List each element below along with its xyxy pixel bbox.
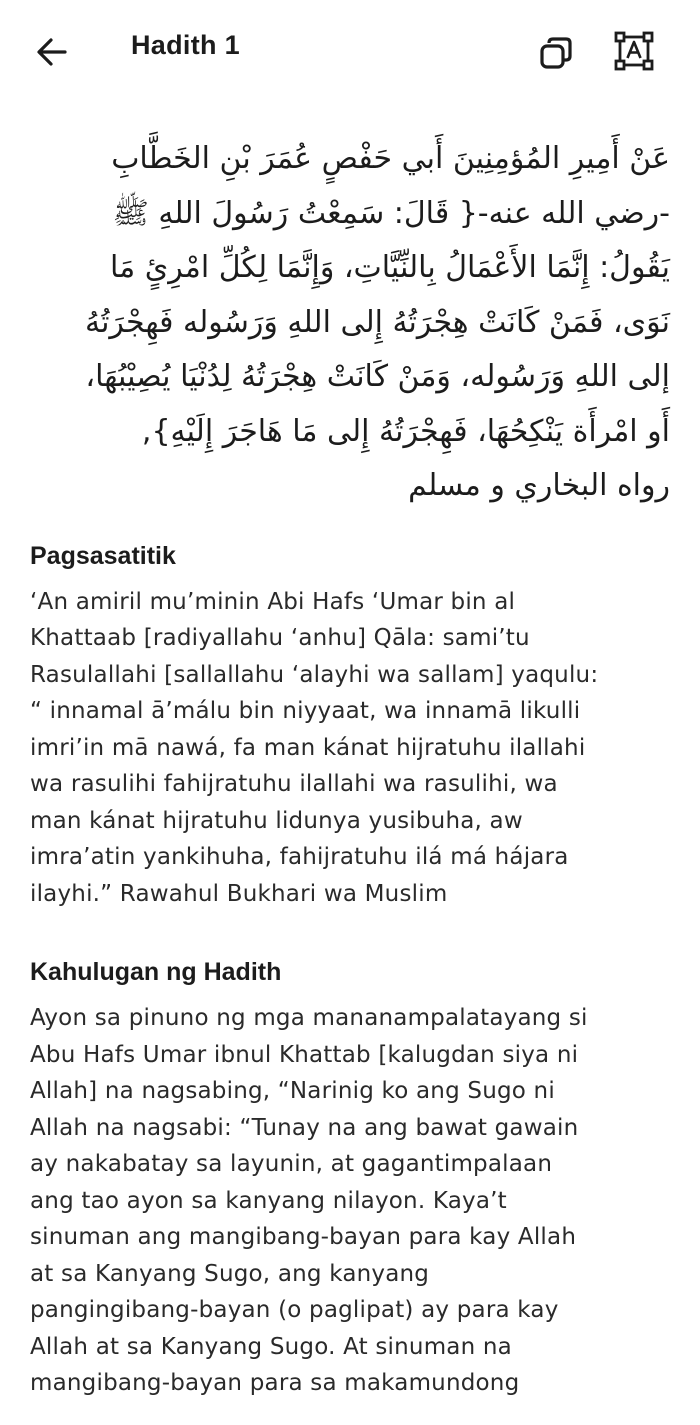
- arabic-line: يَقُولُ: إِنَّمَا الأَعْمَالُ بِالنِّيَّاتِ، وَإِنَّمَا لِكُلِّ امْرِئٍ مَا: [109, 250, 670, 285]
- meaning-section: [30, 958, 670, 1402]
- text-line: pangingibang-bayan (o paglipat) ay para kay: [30, 1297, 559, 1323]
- arabic-line: أَو امْرأَة يَنْكِحُهَا، فَهِجْرَتُهُ إِلى مَا هَاجَرَ إِلَيْهِ},: [141, 413, 670, 449]
- text-line: wa rasulihi fahijratuhu ilallahi wa rasulihi, wa: [30, 771, 558, 797]
- copy-icon: [536, 33, 576, 73]
- text-line: ang tao ayon sa kanyang nilayon. Kaya’t: [30, 1187, 507, 1214]
- font-size-icon: [612, 29, 656, 73]
- app-bar: [0, 0, 700, 100]
- text-line: ilayhi.” Rawahul Bukhari wa Muslim: [30, 880, 448, 907]
- text-line: man kánat hijratuhu lidunya yusibuha, aw: [30, 807, 523, 834]
- transliteration-section: [30, 542, 670, 913]
- text-line: ay nakabatay sa layunin, at gagantimpalaan: [30, 1151, 553, 1177]
- text-line: imri’in mā nawá, fa man kánat hijratuhu ilallahi: [30, 734, 586, 761]
- text-line: Allah na nagsabi: “Tunay na ang bawat gawain: [30, 1114, 579, 1141]
- text-line: Allah at sa Kanyang Sugo. At sinuman na: [30, 1333, 512, 1360]
- arabic-line: إلى اللهِ وَرَسُوله، وَمَنْ كَانَتْ هِجْرَتُهُ لِدُنْيَا يُصِيْبُهَا،: [85, 359, 670, 394]
- section-title: Pagsasatitik: [30, 541, 176, 570]
- meaning-text: [30, 1000, 670, 1402]
- text-line: mangibang-bayan para sa makamundong: [30, 1370, 520, 1396]
- text-line: imra’atin yankihuha, fahijratuhu ilá má hájara: [30, 844, 569, 870]
- arabic-line: نَوَى، فَمَنْ كَانَتْ هِجْرَتُهُ إِلى اللهِ وَرَسُوله فَهِجْرَتُهُ: [84, 304, 670, 340]
- text-line: Ayon sa pinuno ng mga mananampalatayang si: [30, 1005, 588, 1031]
- copy-button[interactable]: [531, 28, 581, 78]
- arabic-line: -رضي الله عنه-{ قَالَ: سَمِعْتُ رَسُولَ اللهِ ﷺ: [112, 195, 670, 231]
- page-title: Hadith 1: [131, 30, 240, 60]
- hadith-content: [0, 132, 700, 1402]
- arabic-line: عَنْ أَمِيرِ المُؤمِنِينَ أَبي حَفْصٍ عُمَرَ بْنِ الخَطَّابِ: [111, 141, 670, 176]
- text-line: Abu Hafs Umar ibnul Khattab [kalugdan siya ni: [30, 1041, 579, 1068]
- text-line: sinuman ang mangibang-bayan para kay Allah: [30, 1224, 577, 1250]
- text-line: at sa Kanyang Sugo, ang kanyang: [30, 1260, 430, 1287]
- text-line: ‘An amiril mu’minin Abi Hafs ‘Umar bin al: [30, 588, 516, 615]
- text-line: Rasulallahi [sallallahu ‘alayhi wa sallam] yaqulu:: [30, 661, 599, 688]
- arabic-line: رواه البخاري و مسلم: [408, 468, 670, 503]
- section-title: Kahulugan ng Hadith: [30, 958, 282, 986]
- arabic-text: [30, 132, 670, 514]
- transliteration-text: [30, 584, 670, 913]
- font-size-button[interactable]: [609, 26, 659, 76]
- text-line: Khattaab [radiyallahu ‘anhu] Qāla: sami’tu: [30, 625, 530, 651]
- arrow-left-icon: [35, 35, 69, 69]
- back-button[interactable]: [26, 26, 78, 78]
- text-line: “ innamal ā’málu bin niyyaat, wa innamā likulli: [30, 698, 581, 724]
- text-line: Allah] na nagsabing, “Narinig ko ang Sugo ni: [30, 1078, 555, 1104]
